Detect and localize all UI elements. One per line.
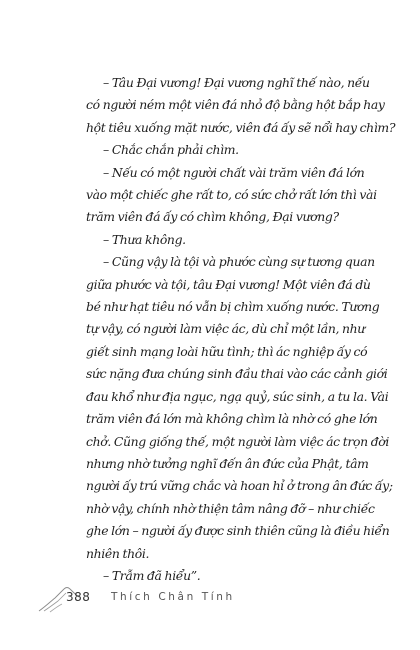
text-line: – Tâu Đại vương! Đại vương nghĩ thế nào, nếu xyxy=(103,75,370,90)
text-line: – Cũng vậy là tội và phước cùng sự tương quan xyxy=(103,254,375,270)
text-line: nhờ vậy, chính nhờ thiện tâm nâng đỡ – như chiếc xyxy=(86,500,375,516)
text-line: chở. Cũng giống thế, một người làm việc ác trọn đời xyxy=(86,433,389,449)
text-line: hột tiêu xuống mặt nước, viên đá ấy sẽ nổi hay chìm? xyxy=(86,119,396,135)
text-line: giết sinh mạng loài hữu tình; thì ác nghiệp ấy có xyxy=(86,343,368,359)
text-line: giữa phước và tội, tâu Đại vương! Một viên đá dù xyxy=(86,276,371,292)
text-line: có người ném một viên đá nhỏ độ bằng hột bắp hay xyxy=(86,97,385,113)
text-line: trăm viên đá lớn mà không chìm là nhờ có ghe lớn xyxy=(86,411,378,427)
text-line: trăm viên đá ấy có chìm không, Đại vương? xyxy=(86,209,339,225)
text-line: sức nặng đưa chúng sinh đầu thai vào các cảnh giới xyxy=(86,366,388,382)
text-line: tự vậy, có người làm việc ác, dù chỉ một lần, như xyxy=(86,321,365,337)
page-footer xyxy=(38,583,378,623)
body-text xyxy=(86,72,396,587)
text-line: vào một chiếc ghe rất to, có sức chở rất lớn thì vài xyxy=(86,187,377,203)
paragraph xyxy=(86,139,384,161)
text-line: – Chắc chắn phải chìm. xyxy=(103,142,239,158)
text-line: – Thưa không. xyxy=(103,231,186,247)
paragraph xyxy=(86,251,393,565)
paragraph xyxy=(86,229,384,251)
text-line: ghe lớn – người ấy được sinh thiên cũng là điều hiển xyxy=(86,523,390,539)
page-number: 388 xyxy=(66,590,91,604)
text-line: đau khổ như địa ngục, ngạ quỷ, súc sinh, a tu la. Vài xyxy=(86,388,389,404)
text-line: nhưng nhờ tưởng nghĩ đến ân đức của Phật, tâm xyxy=(86,455,369,471)
text-line: người ấy trú vững chắc và hoan hỉ ở trong ân đức ấy; xyxy=(86,478,393,494)
paragraph xyxy=(86,162,384,229)
text-line: – Nếu có một người chất vài trăm viên đá lớn xyxy=(103,164,365,180)
paragraph xyxy=(86,72,396,139)
author-name: Thích Chân Tính xyxy=(111,591,235,603)
text-line: bé như hạt tiêu nó vẫn bị chìm xuống nước. Tương xyxy=(86,299,380,315)
text-line: – Trẫm đã hiểu”. xyxy=(103,567,201,583)
text-line: nhiên thôi. xyxy=(86,545,150,561)
